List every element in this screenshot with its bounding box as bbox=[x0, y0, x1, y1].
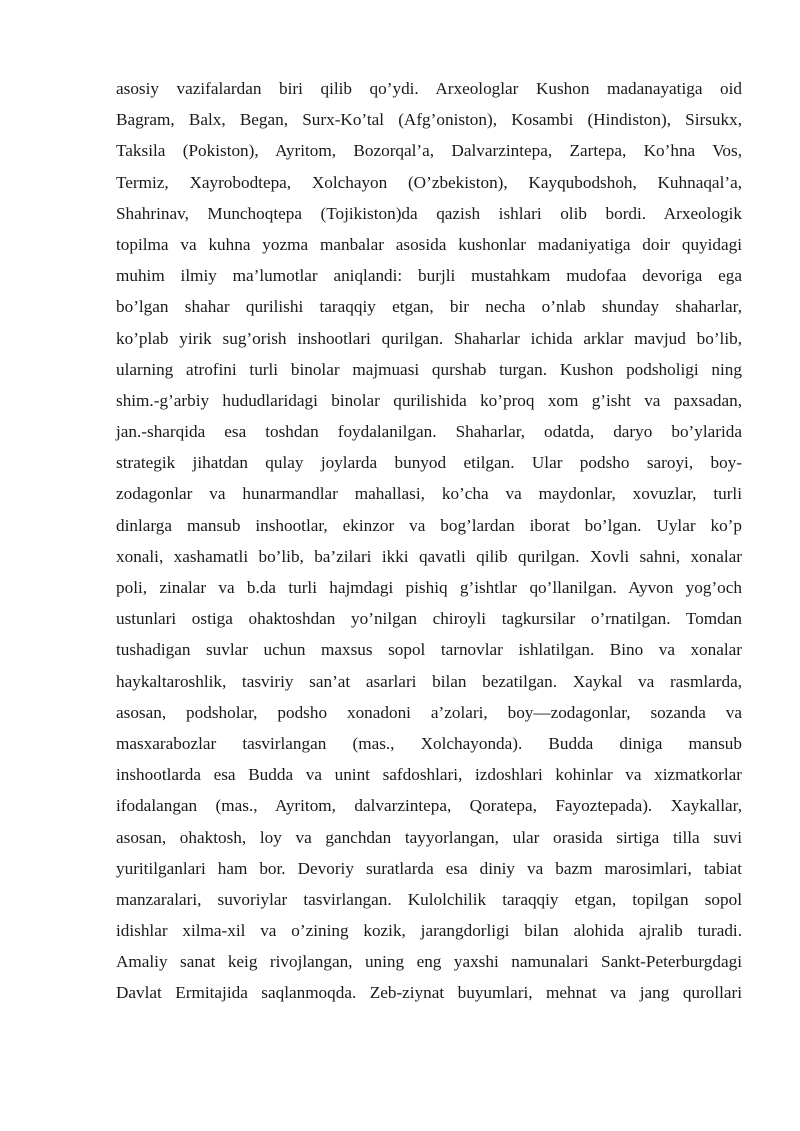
text-line: zodagonlar va hunarmandlar mahallasi, ko’cha va maydonlar, xovuzlar, turli bbox=[116, 484, 742, 504]
text-line: dinlarga mansub inshootlar, ekinzor va bog’lardan iborat bo’lgan. Uylar ko’p bbox=[116, 515, 742, 535]
text-line: masxarabozlar tasvirlangan (mas., Xolchayonda). Budda diniga mansub bbox=[116, 733, 742, 753]
text-line: Shahrinav, Munchoqtepa (Tojikiston)da qazish ishlari olib bordi. Arxeologik bbox=[116, 203, 742, 223]
text-line: ifodalangan (mas., Ayritom, dalvarzintepa, Qoratepa, Fayoztepada). Xaykallar, bbox=[116, 796, 742, 816]
text-line: inshootlarda esa Budda va unint safdoshlari, izdoshlari kohinlar va xizmatkorlar bbox=[116, 765, 742, 785]
text-line: idishlar xilma-xil va o’zining kozik, jarangdorligi bilan alohida ajralib turadi. bbox=[116, 921, 742, 941]
text-line: topilma va kuhna yozma manbalar asosida kushonlar madaniyatiga doir quyidagi bbox=[116, 234, 742, 254]
text-line: ularning atrofini turli binolar majmuasi qurshab turgan. Kushon podsholigi ning bbox=[116, 359, 742, 379]
body-text bbox=[116, 73, 742, 1009]
text-line: manzaralari, suvoriylar tasvirlangan. Kulolchilik taraqqiy etgan, topilgan sopol bbox=[116, 889, 742, 909]
text-line: asosiy vazifalardan biri qilib qo’ydi. Arxeologlar Kushon madanayatiga oid bbox=[116, 79, 742, 98]
text-line: Amaliy sanat keig rivojlangan, uning eng yaxshi namunalari Sankt-Peterburgdagi bbox=[116, 952, 742, 972]
text-line: muhim ilmiy ma’lumotlar aniqlandi: burjli mustahkam mudofaa devoriga ega bbox=[116, 266, 742, 286]
text-line: Bagram, Balx, Began, Surx-Ko’tal (Afg’oniston), Kosambi (Hindiston), Sirsukx, bbox=[116, 110, 742, 130]
text-line: strategik jihatdan qulay joylarda bunyod etilgan. Ular podsho saroyi, boy- bbox=[116, 453, 742, 473]
text-line: tushadigan suvlar uchun maxsus sopol tarnovlar ishlatilgan. Bino va xonalar bbox=[116, 640, 742, 660]
text-line: xonali, xashamatli bo’lib, ba’zilari ikki qavatli qilib qurilgan. Xovli sahni, xonalar bbox=[116, 546, 742, 566]
text-line: asosan, ohaktosh, loy va ganchdan tayyorlangan, ular orasida sirtiga tilla suvi bbox=[116, 827, 742, 847]
text-line: poli, zinalar va b.da turli hajmdagi pishiq g’ishtlar qo’llanilgan. Ayvon yog’och bbox=[116, 578, 742, 597]
text-line: ustunlari ostiga ohaktoshdan yo’nilgan chiroyli tagkursilar o’rnatilgan. Tomdan bbox=[116, 609, 742, 629]
text-line: shim.-g’arbiy hududlaridagi binolar qurilishida ko’proq xom g’isht va paxsadan, bbox=[116, 390, 742, 410]
text-line: jan.-sharqida esa toshdan foydalanilgan. Shaharlar, odatda, daryo bo’ylarida bbox=[116, 422, 742, 442]
text-line: Taksila (Pokiston), Ayritom, Bozorqal’a, Dalvarzintepa, Zartepa, Ko’hna Vos, bbox=[116, 141, 742, 161]
text-line: Termiz, Xayrobodtepa, Xolchayon (O’zbekiston), Kayqubodshoh, Kuhnaqal’a, bbox=[116, 172, 742, 192]
text-line: ko’plab yirik sug’orish inshootlari qurilgan. Shaharlar ichida arklar mavjud bo’lib, bbox=[116, 328, 742, 348]
text-line: haykaltaroshlik, tasviriy san’at asarlari bilan bezatilgan. Xaykal va rasmlarda, bbox=[116, 671, 742, 691]
text-line: yuritilganlari ham bor. Devoriy suratlarda esa diniy va bazm marosimlari, tabiat bbox=[116, 858, 742, 878]
text-line: asosan, podsholar, podsho xonadoni a’zolari, boy—zodagonlar, sozanda va bbox=[116, 702, 742, 722]
text-line: bo’lgan shahar qurilishi taraqqiy etgan, bir necha o’nlab shunday shaharlar, bbox=[116, 297, 742, 317]
text-line: Davlat Ermitajida saqlanmoqda. Zeb-ziynat buyumlari, mehnat va jang qurollari bbox=[116, 983, 742, 1003]
